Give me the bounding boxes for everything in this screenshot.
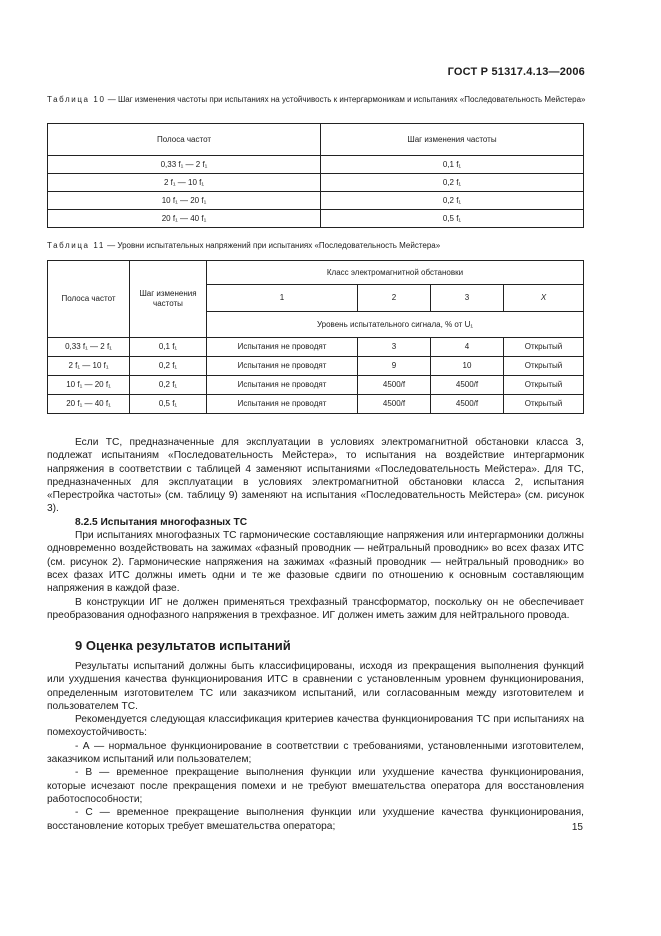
document-header: ГОСТ Р 51317.4.13—2006 (447, 66, 585, 78)
table-cell: 0,5 f₁ (321, 210, 584, 228)
table-cell: 0,2 f₁ (130, 357, 207, 376)
paragraph: В конструкции ИГ не должен применяться трехфазный трансформатор, поскольку он не обеспечивает преобразования однофазного напряжения в трехфазное. ИГ должен иметь зажим для нейтрального провода. (47, 596, 584, 621)
table10-header-band: Полоса частот (48, 124, 321, 156)
table-cell: 0,1 f₁ (130, 338, 207, 357)
table10-caption (47, 93, 587, 107)
table-cell: 4500/f (431, 376, 504, 395)
table-cell: 3 (358, 338, 431, 357)
table-cell: 2 f₁ — 10 f₁ (48, 357, 130, 376)
table-cell: Открытый (504, 357, 584, 376)
paragraph: Результаты испытаний должны быть классифицированы, исходя из прекращения выполнения функций или ухудшения качества функционирования ИТС в сравнении с установленным уровнем функционирования, определенным изготовителем ТС или заказчиком испытаний, или согласованным между изготовителем и пользователем ТС. (47, 661, 584, 712)
table11-class-2: 2 (358, 285, 431, 312)
table-cell: 0,2 f₁ (321, 192, 584, 210)
table11-header-level: Уровень испытательного сигнала, % от U₁ (207, 312, 584, 338)
table-row (48, 210, 584, 228)
table-cell: 0,33 f₁ — 2 f₁ (48, 338, 130, 357)
table10-header-step: Шаг изменения частоты (321, 124, 584, 156)
table-cell: 20 f₁ — 40 f₁ (48, 395, 130, 414)
table-row (48, 376, 584, 395)
table11-header-class: Класс электромагнитной обстановки (207, 261, 584, 285)
table11-class-x: X (504, 285, 584, 312)
table-cell: 10 (431, 357, 504, 376)
table-cell: Испытания не проводят (207, 395, 358, 414)
paragraph: Рекомендуется следующая классификация критериев качества функционирования ТС при испытаниях на помехоустойчивость: (47, 714, 584, 739)
list-item: - В — временное прекращение выполнения функции или ухудшение качества функционирования, которые исчезают после прекращения помехи и не требуют вмешательства оператора для восстановления работоспособности; (47, 767, 584, 805)
table-row (48, 156, 584, 174)
table-cell: 9 (358, 357, 431, 376)
table-cell: 0,2 f₁ (130, 376, 207, 395)
section-8-2-5-heading: 8.2.5 Испытания многофазных ТС (75, 516, 248, 528)
table-cell: 4500/f (358, 376, 431, 395)
table-cell: 0,33 f₁ — 2 f₁ (48, 156, 321, 174)
table-cell: 0,5 f₁ (130, 395, 207, 414)
table-row (48, 192, 584, 210)
table-cell: 0,2 f₁ (321, 174, 584, 192)
table11-class-3: 3 (431, 285, 504, 312)
table-cell: 10 f₁ — 20 f₁ (48, 376, 130, 395)
page-number: 15 (571, 822, 583, 833)
table11-header-step: Шаг изменения частоты (130, 261, 207, 338)
table-cell: 10 f₁ — 20 f₁ (48, 192, 321, 210)
table11-header-band: Полоса частот (48, 261, 130, 338)
table-cell: 4500/f (358, 395, 431, 414)
table-cell: 2 f₁ — 10 f₁ (48, 174, 321, 192)
table-cell: 0,1 f₁ (321, 156, 584, 174)
table11-caption-text: — Уровни испытательных напряжений при испытаниях «Последовательность Мейстера» (107, 241, 441, 250)
list-item: - А — нормальное функционирование в соответствии с требованиями, установленными изготовителем, заказчиком испытаний или пользователем; (47, 740, 584, 766)
table-cell: Открытый (504, 338, 584, 357)
table10-caption-text: — Шаг изменения частоты при испытаниях на устойчивость к интергармоникам и испытаниях «Последовательность Мейстера» (107, 95, 586, 104)
table10-caption-label: Таблица 10 (47, 95, 106, 104)
paragraph: При испытаниях многофазных ТС гармонические составляющие напряжения или интергармоники должны одновременно воздействовать на зажимах «фазный проводник — нейтральный проводник» во всех фазах ИТС (см. рисунок 2). Гармонические напряжения на зажимах «фазный проводник — нейтральный проводник» во всех фазах ИТС должны иметь одни и те же фазовые сдвиги по отношению к основным составляющим напряжения в каждой фазе. (47, 530, 584, 595)
table-cell: 4 (431, 338, 504, 357)
body-text-lower (47, 660, 584, 833)
section-9-heading: 9 Оценка результатов испытаний (75, 638, 291, 653)
table-cell: 4500/f (431, 395, 504, 414)
table11-caption-label: Таблица 11 (47, 241, 105, 250)
table-cell: Испытания не проводят (207, 357, 358, 376)
table-10 (47, 123, 584, 228)
table-cell: Открытый (504, 376, 584, 395)
body-text-upper (47, 436, 584, 622)
table11-class-1: 1 (207, 285, 358, 312)
table-cell: Испытания не проводят (207, 338, 358, 357)
table11-caption (47, 239, 587, 253)
table-row (48, 174, 584, 192)
table-cell: Испытания не проводят (207, 376, 358, 395)
table-row (48, 338, 584, 357)
table-row (48, 395, 584, 414)
table-row (48, 357, 584, 376)
table-cell: Открытый (504, 395, 584, 414)
table-11 (47, 260, 584, 414)
table-cell: 20 f₁ — 40 f₁ (48, 210, 321, 228)
paragraph: Если ТС, предназначенные для эксплуатации в условиях электромагнитной обстановки класса 3, подлежат испытаниям «Последовательность Мейстера», то испытания на воздействие интергармоник напряжения в соответствии с таблицей 4 заменяют испытаниями «Последовательность Мейстера». Для ТС, предназначенных для эксплуатации в условиях электромагнитной обстановки класса 2, испытания «Перестройка частоты» (см. таблицу 9) заменяют на испытания «Последовательность Мейстера» (см. рисунок 3). (47, 437, 584, 515)
list-item: - С — временное прекращение выполнения функции или ухудшение качества функционирования, восстановление которых требует вмешательства оператора; (47, 807, 584, 832)
